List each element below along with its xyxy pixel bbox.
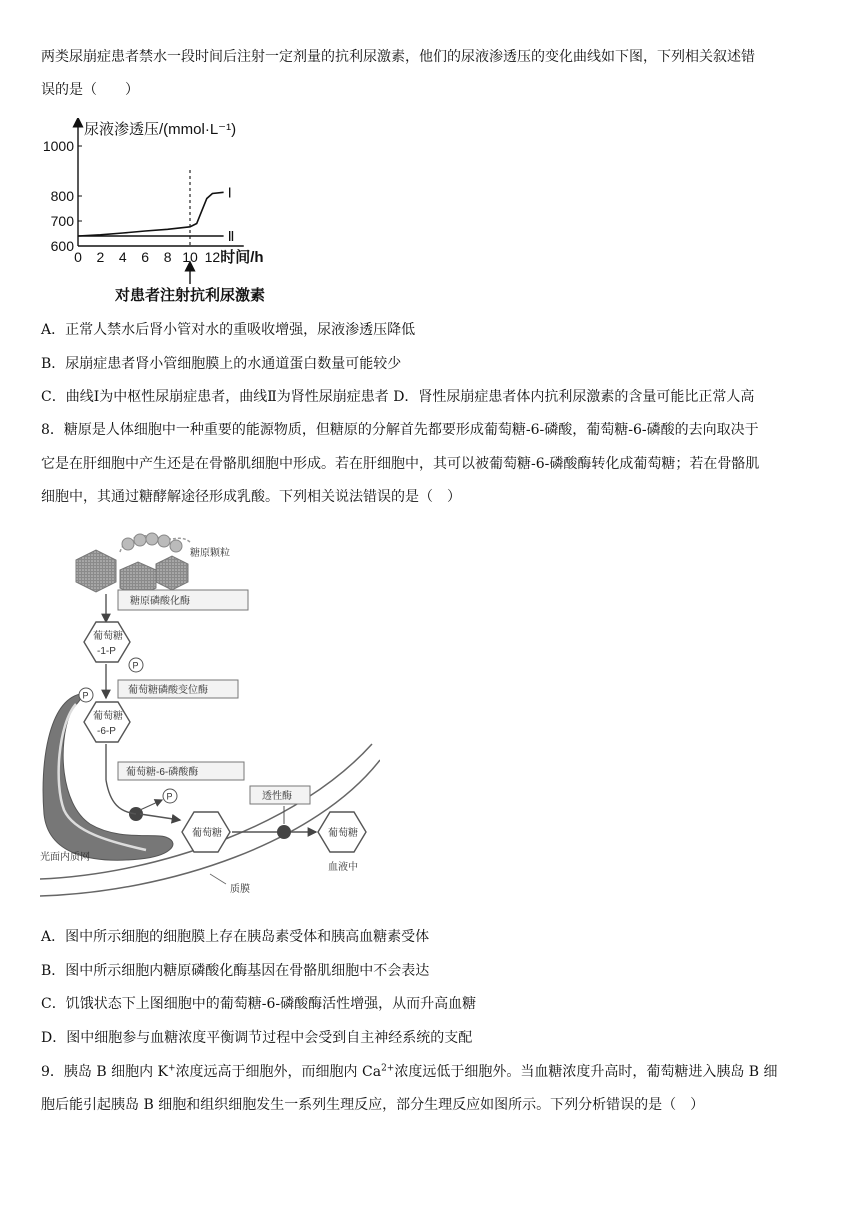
q7-option-b: B．尿崩症患者肾小管细胞膜上的水通道蛋白数量可能较少 — [41, 356, 402, 372]
g6p-label-bottom: -6-P — [97, 726, 116, 737]
svg-text:P: P — [82, 690, 89, 701]
q9-stem-line1 — [41, 1062, 778, 1082]
x-tick-label: 12 — [204, 249, 221, 265]
q9-stem-line2: 胞后能引起胰岛 B 细胞和组织细胞发生一系列生理反应，部分生理反应如图所示。下列分析错误的是（ ） — [41, 1097, 705, 1113]
series-label: Ⅰ — [227, 184, 232, 201]
q8-stem-line3: 细胞中，其通过糖酵解途径形成乳酸。下列相关说法错误的是（ ） — [41, 489, 461, 505]
q8-option-d: D．图中细胞参与血糖浓度平衡调节过程中会受到自主神经系统的支配 — [41, 1030, 473, 1046]
x-tick-label: 6 — [141, 249, 150, 265]
y-axis-title: 尿液渗透压/(mmol·L⁻¹) — [84, 121, 237, 138]
x-tick-label: 4 — [118, 249, 127, 265]
g1p-label-top: 葡萄糖 — [93, 631, 123, 642]
permease-label: 透性酶 — [262, 791, 292, 802]
q9-text-1: 9．胰岛 B 细胞内 K — [41, 1064, 169, 1080]
y-tick-label: 1000 — [42, 138, 74, 154]
enzyme-phosphorylase-label: 糖原磷酸化酶 — [130, 596, 190, 607]
glycogen-label: 糖原颗粒 — [190, 548, 230, 559]
y-tick-label: 700 — [50, 213, 74, 229]
injection-annotation: 对患者注射抗利尿激素 — [114, 287, 266, 304]
q8-option-c: C．饥饿状态下上图细胞中的葡萄糖-6-磷酸酶活性增强，从而升高血糖 — [41, 996, 477, 1012]
q8-option-a: A．图中所示细胞的细胞膜上存在胰岛素受体和胰高血糖素受体 — [41, 929, 430, 945]
y-tick-label: 600 — [50, 238, 74, 254]
smooth-er-label: 光面内质网 — [40, 852, 90, 863]
permease-icon — [277, 825, 291, 839]
svg-text:P: P — [132, 660, 139, 671]
osmolality-chart — [40, 118, 300, 312]
x-tick-label: 2 — [96, 249, 105, 265]
q7-stem-line1: 两类尿崩症患者禁水一段时间后注射一定剂量的抗利尿激素，他们的尿液渗透压的变化曲线如下图，下列相关叙述错 — [41, 49, 755, 65]
q9-text-2: 浓度远高于细胞外，而细胞内 Ca — [175, 1064, 382, 1080]
svg-text:P: P — [166, 791, 173, 802]
x-axis-title: 时间/h — [220, 249, 264, 266]
q9-text-3: 浓度远低于细胞外。当血糖浓度升高时，葡萄糖进入胰岛 B 细 — [394, 1064, 778, 1080]
y-tick-label: 800 — [50, 188, 74, 204]
glucose-blood-label: 葡萄糖 — [328, 828, 358, 839]
enzyme-mutase-label: 葡萄糖磷酸变位酶 — [128, 685, 208, 696]
x-tick-label: 10 — [182, 249, 198, 265]
q7-option-a: A．正常人禁水后肾小管对水的重吸收增强，尿液渗透压降低 — [41, 322, 416, 338]
q9-sup-1: + — [168, 1063, 176, 1074]
glycogen-pathway-diagram — [40, 524, 380, 908]
series-label: Ⅱ — [227, 228, 235, 244]
q7-stem-line2: 误的是（ ） — [41, 82, 139, 98]
q8-stem-line1: 8．糖原是人体细胞中一种重要的能源物质，但糖原的分解首先都要形成葡萄糖-6-磷酸，葡萄糖-6-磷酸的去向取决于 — [41, 422, 759, 438]
x-tick-label: 8 — [163, 249, 172, 265]
x-tick-label: 0 — [74, 249, 82, 265]
glucose-label: 葡萄糖 — [192, 828, 222, 839]
plasma-membrane-label: 质膜 — [230, 884, 250, 895]
enzyme-g6pase-label: 葡萄糖-6-磷酸酶 — [126, 767, 199, 778]
q7-option-cd: C．曲线Ⅰ为中枢性尿崩症患者，曲线Ⅱ为肾性尿崩症患者 D．肾性尿崩症患者体内抗利尿激素的含量可能比正常人高 — [41, 389, 755, 405]
q8-option-b: B．图中所示细胞内糖原磷酸化酶基因在骨骼肌细胞中不会表达 — [41, 963, 430, 979]
glycogen-granule — [76, 533, 190, 596]
g1p-label-bottom: -1-P — [97, 646, 116, 657]
g6p-label-top: 葡萄糖 — [93, 711, 123, 722]
series-line — [78, 192, 224, 236]
q9-sup-2: 2+ — [381, 1063, 395, 1074]
blood-label: 血液中 — [328, 862, 358, 873]
q8-stem-line2: 它是在肝细胞中产生还是在骨骼肌细胞中形成。若在肝细胞中，其可以被葡萄糖-6-磷酸酶转化成葡萄糖；若在骨骼肌 — [41, 456, 760, 472]
